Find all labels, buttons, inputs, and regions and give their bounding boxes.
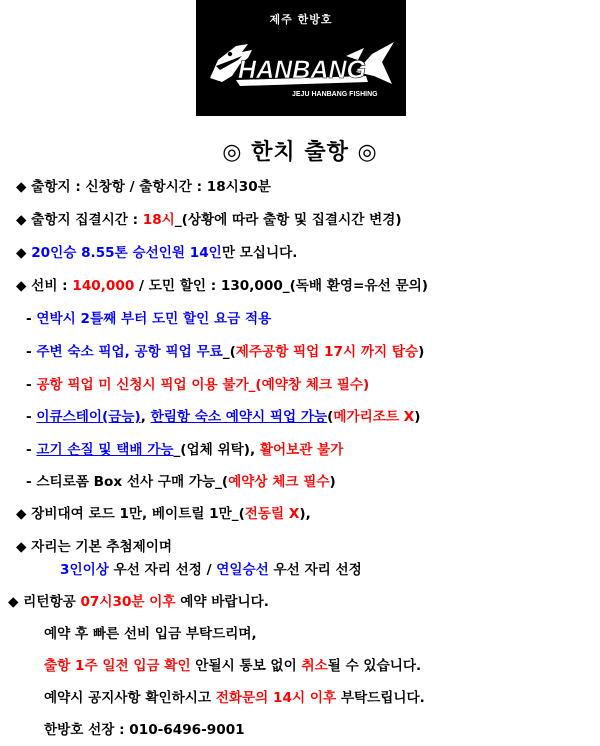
notice-text: (	[327, 409, 334, 425]
notice-text: / 도민 할인 : 130,000_(독배 환영=유선 문의)	[134, 278, 428, 294]
notice-text: 주변 숙소 픽업, 공항 픽업 무료	[36, 344, 223, 360]
notice-text: )	[329, 474, 336, 490]
notice-text: 연박시 2틀째 부터 도민 할인 요금 적용	[36, 311, 272, 327]
notice-text: )	[414, 409, 421, 425]
notice-line	[0, 177, 600, 197]
notice-text: ◆ 자리는 기본 추첨제이며	[16, 539, 172, 555]
notice-text: 만 모십니다.	[221, 245, 298, 261]
notice-line	[0, 375, 600, 395]
notice-line	[0, 210, 600, 230]
notice-text: 140,000	[72, 278, 135, 294]
notice-text: 예약상 체크 필수	[228, 474, 330, 490]
notice-text: 예약 바랍니다.	[175, 594, 269, 610]
notice-text: 한방호 선장 : 010-6496-9001	[44, 722, 245, 738]
notice-text: ◆ 출항지 집결시간 :	[16, 212, 143, 228]
notice-text: 전화문의 14시 이후	[215, 690, 337, 706]
notice-text: ◆ 선비 :	[16, 278, 73, 294]
notice-text: _(업체 위탁),	[173, 442, 260, 458]
notice-text: 연일승선	[216, 562, 269, 578]
notice-text: 메가리조트 X	[333, 409, 415, 425]
notice-line	[0, 656, 600, 676]
notice-text: -	[26, 377, 37, 393]
notice-line	[0, 560, 600, 580]
notice-text: -	[26, 311, 37, 327]
notice-text: 20인승 8.55톤 승선인원 14인	[31, 245, 222, 261]
notice-text: 될 수 있습니다.	[327, 658, 422, 674]
notice-text: _(	[222, 344, 236, 360]
notice-text: 18시	[142, 212, 175, 228]
notice-text: 이큐스테이(금능)	[36, 409, 141, 425]
notice-line	[0, 407, 600, 427]
notice-text: ◆ 장비대여 로드 1만, 베이트릴 1만_(	[16, 506, 245, 522]
notice-line	[0, 243, 600, 263]
notice-text: 공항 픽업 미 신청시 픽업 이용 불가_(예약창 체크 필수)	[36, 377, 370, 393]
notice-text: 전동릴 X	[244, 506, 300, 522]
notice-text: 취소	[301, 658, 328, 674]
notice-line	[0, 276, 600, 296]
notice-line	[0, 309, 600, 329]
notice-line	[0, 720, 600, 740]
fish-logo-icon	[196, 0, 406, 116]
notice-text: - 스티로폼 Box 선사 구매 가능_(	[26, 474, 229, 490]
logo-brand: HANBANG	[238, 56, 366, 84]
notice-line	[0, 504, 600, 524]
notice-text: 예약 후 빠른 선비 입금 부탁드리며,	[44, 626, 257, 642]
notice-text: 07시30분 이후	[80, 594, 176, 610]
notice-line	[0, 342, 600, 362]
notice-text: ,	[140, 409, 151, 425]
logo-sub: JEJU HANBANG FISHING	[292, 91, 378, 98]
notice-line	[0, 624, 600, 644]
notice-text: 부탁드립니다.	[336, 690, 425, 706]
notice-text: 한림항 숙소 예약시 픽업 가능	[150, 409, 328, 425]
notice-text: ),	[299, 506, 311, 522]
notice-text: 예약시 공지사항 확인하시고	[44, 690, 216, 706]
notice-line	[0, 440, 600, 460]
logo	[196, 0, 406, 116]
notice-text: ◆ 리턴항공	[8, 594, 81, 610]
notice-line	[0, 537, 600, 557]
notice-text: 우선 자리 선정	[268, 562, 362, 578]
notice-text: )	[418, 344, 425, 360]
notice-text: 활어보관 불가	[259, 442, 344, 458]
notice-text: 출항 1주 일전 입금 확인	[44, 658, 191, 674]
page-title: ◎ 한치 출항 ◎	[222, 140, 378, 165]
notice-text: 안될시 통보 없이	[190, 658, 302, 674]
notice-text: 제주공항 픽업 17시 까지 탑승	[235, 344, 419, 360]
notice-line	[0, 472, 600, 492]
notice-text: 고기 손질 및 택배 가능	[36, 442, 174, 458]
notice-text: ◆ 출항지 : 신창항 / 출항시간 : 18시30분	[16, 179, 271, 195]
notice-text: -	[26, 344, 37, 360]
notice-line	[0, 592, 600, 612]
notice-text: -	[26, 442, 37, 458]
logo-top-text: 제주 한방호	[269, 13, 333, 26]
notice-text: _(상황에 따라 출항 및 집결시간 변경)	[174, 212, 402, 228]
notice-text: ◆	[16, 245, 32, 261]
notice-text: 3인이상	[60, 562, 109, 578]
notice-text: -	[26, 409, 37, 425]
notice-text: 우선 자리 선정 /	[108, 562, 217, 578]
notice-line	[0, 688, 600, 708]
